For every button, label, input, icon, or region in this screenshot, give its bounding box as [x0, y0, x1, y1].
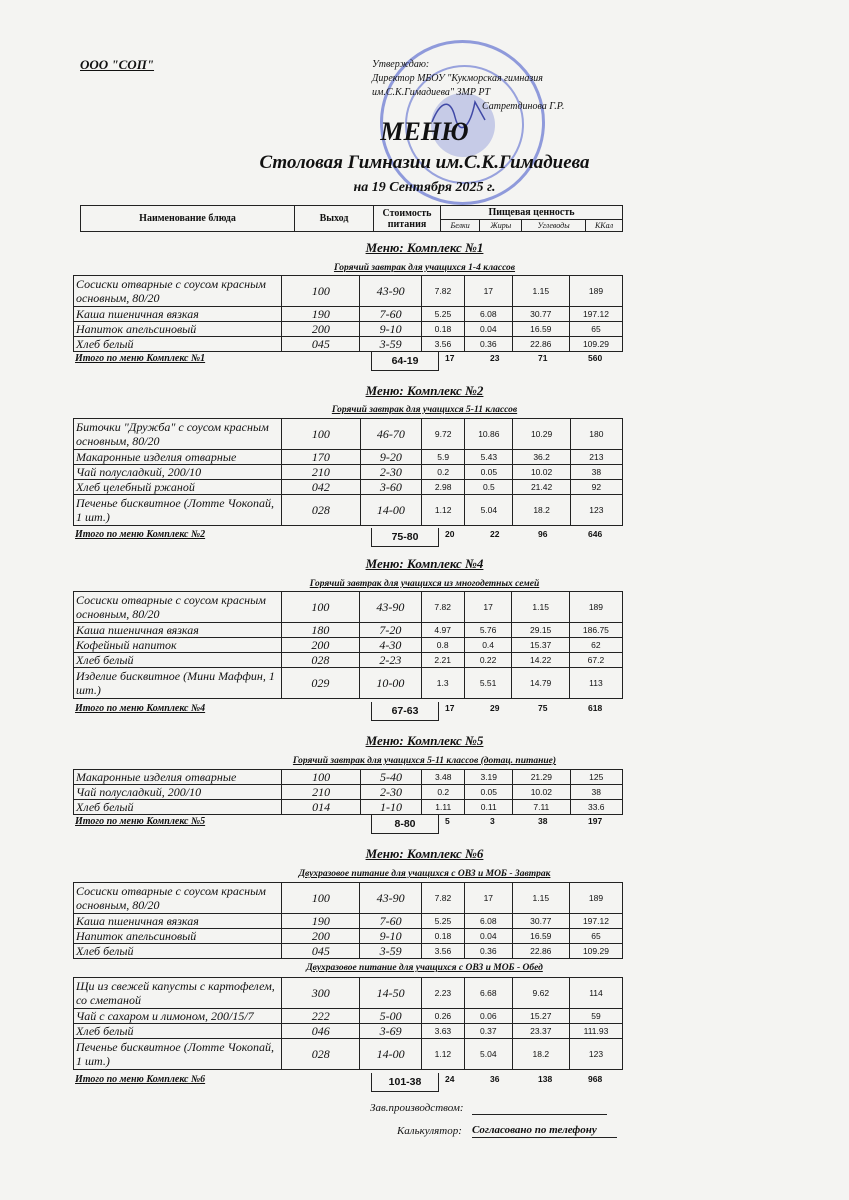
section-subtitle: Двухразовое питание для учащихся с ОВЗ и МОБ - Завтрак: [298, 869, 551, 879]
page-subtitle: Столовая Гимназии им.С.К.Гимадиева: [259, 152, 590, 173]
dish-proteins: 0.18: [421, 322, 464, 337]
dish-kcal: 113: [569, 668, 622, 699]
dish-name: Макаронные изделия отварные: [74, 450, 282, 465]
menu-table: [73, 769, 623, 815]
approval-line: им.С.К.Гимадиева" ЗМР РТ: [372, 87, 491, 98]
dish-output: 100: [282, 419, 360, 450]
table-row: [74, 1009, 623, 1024]
dish-proteins: 4.97: [421, 623, 464, 638]
dish-price: 43-90: [360, 592, 422, 623]
dish-name: Каша пшеничная вязкая: [74, 307, 282, 322]
section-subtitle: Горячий завтрак для учащихся 1-4 классов: [333, 263, 516, 273]
section-title: Меню: Комплекс №2: [365, 383, 484, 398]
section-subtitle: Горячий завтрак для учащихся 5-11 классов: [331, 405, 518, 415]
dish-name: Каша пшеничная вязкая: [74, 623, 282, 638]
dish-name: Кофейный напиток: [74, 638, 282, 653]
dish-fats: 10.86: [465, 419, 513, 450]
dish-kcal: 65: [569, 929, 622, 944]
dish-price: 2-30: [360, 465, 422, 480]
dish-carbs: 1.15: [512, 592, 569, 623]
dish-fats: 0.36: [464, 337, 512, 352]
total-label: Итого по меню Комплекс №5: [75, 816, 206, 827]
total-fats: 22: [490, 529, 500, 539]
dish-fats: 0.36: [464, 944, 512, 959]
total-price: 75-80: [371, 528, 439, 547]
total-fats: 23: [490, 353, 500, 363]
dish-price: 5-40: [360, 770, 421, 785]
dish-output: 200: [282, 929, 360, 944]
table-row: [74, 978, 623, 1009]
dish-price: 7-20: [360, 623, 422, 638]
dish-price: 9-20: [360, 450, 422, 465]
menu-table: [73, 977, 623, 1070]
dish-output: 222: [282, 1009, 360, 1024]
total-label: Итого по меню Комплекс №1: [75, 353, 206, 364]
total-fats: 36: [490, 1074, 500, 1084]
dish-carbs: 10.29: [513, 419, 570, 450]
total-kcal: 618: [588, 703, 603, 713]
dish-name: Хлеб белый: [74, 653, 282, 668]
dish-output: 200: [282, 322, 360, 337]
dish-proteins: 1.12: [421, 1039, 464, 1070]
table-row: [74, 638, 623, 653]
dish-kcal: 109.29: [569, 337, 622, 352]
dish-fats: 0.11: [465, 800, 513, 815]
dish-proteins: 3.63: [421, 1024, 464, 1039]
section-total: [75, 816, 625, 836]
table-row: [74, 653, 623, 668]
table-row: [74, 322, 623, 337]
dish-fats: 5.04: [465, 495, 513, 526]
dish-price: 2-30: [360, 785, 421, 800]
dish-price: 3-59: [360, 337, 421, 352]
dish-fats: 0.37: [464, 1024, 512, 1039]
dish-name: Напиток апельсиновый: [74, 322, 282, 337]
dish-proteins: 5.25: [421, 914, 464, 929]
table-header: [80, 205, 623, 232]
section-title: Меню: Комплекс №4: [365, 556, 484, 571]
dish-proteins: 0.18: [421, 929, 464, 944]
header-cost: Стоимость питания: [374, 206, 441, 232]
dish-output: 028: [281, 653, 359, 668]
dish-proteins: 1.3: [421, 668, 464, 699]
dish-kcal: 109.29: [569, 944, 622, 959]
section-total: [75, 1074, 625, 1094]
approval-line: Сатретдинова Г.Р.: [482, 101, 565, 112]
dish-carbs: 9.62: [512, 978, 569, 1009]
header-fats: Жиры: [480, 220, 522, 232]
dish-name: Печенье бисквитное (Лотте Чокопай, 1 шт.): [74, 495, 282, 526]
dish-carbs: 14.22: [512, 653, 569, 668]
table-row: [74, 495, 623, 526]
dish-output: 180: [281, 623, 359, 638]
page-title: МЕНЮ: [380, 117, 469, 146]
dish-price: 14-50: [360, 978, 421, 1009]
section-subtitle: Двухразовое питание для учащихся с ОВЗ и МОБ - Обед: [306, 963, 543, 973]
menu-table: [73, 275, 623, 352]
dish-proteins: 3.56: [421, 337, 464, 352]
dish-carbs: 15.37: [512, 638, 569, 653]
dish-output: 210: [282, 785, 360, 800]
dish-carbs: 1.15: [512, 276, 569, 307]
dish-proteins: 0.2: [422, 785, 465, 800]
dish-name: Сосиски отварные с соусом красным основным, 80/20: [74, 883, 282, 914]
dish-carbs: 30.77: [512, 914, 569, 929]
dish-output: 200: [281, 638, 359, 653]
dish-proteins: 3.56: [421, 944, 464, 959]
dish-name: Сосиски отварные с соусом красным основным, 80/20: [74, 276, 282, 307]
total-proteins: 17: [445, 353, 455, 363]
dish-output: 100: [281, 592, 359, 623]
dish-proteins: 1.12: [422, 495, 465, 526]
table-row: [74, 450, 623, 465]
total-label: Итого по меню Комплекс №2: [75, 529, 206, 540]
dish-proteins: 5.9: [422, 450, 465, 465]
approval-block: [372, 58, 564, 114]
table-row: [74, 419, 623, 450]
dish-carbs: 18.2: [512, 1039, 569, 1070]
menu-table: [73, 882, 623, 959]
total-kcal: 197: [588, 816, 603, 826]
dish-carbs: 14.79: [512, 668, 569, 699]
section-title: Меню: Комплекс №1: [365, 240, 484, 255]
dish-name: Чай с сахаром и лимоном, 200/15/7: [74, 1009, 282, 1024]
dish-kcal: 186.75: [569, 623, 622, 638]
dish-output: 028: [282, 495, 360, 526]
dish-output: 100: [282, 770, 360, 785]
header-output: Выход: [295, 206, 374, 232]
dish-output: 300: [282, 978, 360, 1009]
dish-name: Чай полусладкий, 200/10: [74, 785, 282, 800]
dish-fats: 17: [464, 592, 512, 623]
dish-proteins: 2.23: [421, 978, 464, 1009]
dish-carbs: 18.2: [513, 495, 570, 526]
dish-output: 014: [282, 800, 360, 815]
dish-fats: 0.22: [464, 653, 512, 668]
dish-name: Сосиски отварные с соусом красным основным, 80/20: [74, 592, 282, 623]
calculator-label: Калькулятор:: [397, 1125, 462, 1137]
dish-fats: 6.68: [464, 978, 512, 1009]
dish-price: 43-90: [360, 276, 421, 307]
dish-fats: 17: [464, 883, 512, 914]
dish-carbs: 16.59: [512, 929, 569, 944]
dish-output: 170: [282, 450, 360, 465]
dish-carbs: 21.42: [513, 480, 570, 495]
dish-name: Печенье бисквитное (Лотте Чокопай, 1 шт.): [74, 1039, 282, 1070]
total-fats: 29: [490, 703, 500, 713]
dish-carbs: 22.86: [512, 944, 569, 959]
dish-carbs: 29.15: [512, 623, 569, 638]
dish-output: 190: [282, 914, 360, 929]
dish-name: Чай полусладкий, 200/10: [74, 465, 282, 480]
dish-fats: 0.04: [464, 929, 512, 944]
dish-name: Хлеб белый: [74, 800, 282, 815]
dish-price: 46-70: [360, 419, 422, 450]
dish-kcal: 33.6: [570, 800, 622, 815]
menu-date: на 19 Сентября 2025 г.: [353, 180, 496, 195]
dish-proteins: 7.82: [421, 883, 464, 914]
dish-kcal: 197.12: [569, 307, 622, 322]
calculator-value: Согласовано по телефону: [472, 1124, 617, 1138]
section-subtitle: Горячий завтрак для учащихся 5-11 классов (дотац. питание): [292, 756, 557, 766]
table-row: [74, 770, 623, 785]
total-carbs: 38: [538, 816, 548, 826]
dish-output: 100: [282, 276, 360, 307]
menu-table: [73, 418, 623, 526]
section-total: [75, 353, 625, 373]
dish-price: 2-23: [360, 653, 422, 668]
dish-kcal: 111.93: [569, 1024, 622, 1039]
dish-carbs: 15.27: [512, 1009, 569, 1024]
dish-fats: 6.08: [464, 307, 512, 322]
dish-name: Хлеб целебный ржаной: [74, 480, 282, 495]
table-row: [74, 480, 623, 495]
dish-price: 7-60: [360, 914, 421, 929]
dish-name: Хлеб белый: [74, 944, 282, 959]
dish-price: 14-00: [360, 495, 422, 526]
dish-fats: 3.19: [465, 770, 513, 785]
dish-fats: 5.51: [464, 668, 512, 699]
dish-carbs: 7.11: [513, 800, 570, 815]
dish-price: 3-60: [360, 480, 422, 495]
organization-name: ООО "СОП": [80, 57, 155, 72]
dish-proteins: 0.26: [421, 1009, 464, 1024]
dish-output: 045: [282, 337, 360, 352]
total-label: Итого по меню Комплекс №6: [75, 1074, 206, 1085]
dish-proteins: 7.82: [421, 276, 464, 307]
dish-name: Каша пшеничная вязкая: [74, 914, 282, 929]
total-price: 101-38: [371, 1073, 439, 1092]
dish-proteins: 7.82: [421, 592, 464, 623]
table-row: [74, 337, 623, 352]
total-proteins: 24: [445, 1074, 455, 1084]
dish-kcal: 92: [570, 480, 622, 495]
header-nutrition: Пищевая ценность: [441, 206, 623, 220]
table-row: [74, 800, 623, 815]
dish-kcal: 62: [569, 638, 622, 653]
total-carbs: 96: [538, 529, 548, 539]
dish-fats: 5.76: [464, 623, 512, 638]
dish-kcal: 189: [569, 592, 622, 623]
total-kcal: 560: [588, 353, 603, 363]
dish-proteins: 2.98: [422, 480, 465, 495]
table-row: [74, 914, 623, 929]
total-proteins: 20: [445, 529, 455, 539]
table-row: [74, 276, 623, 307]
dish-output: 042: [282, 480, 360, 495]
dish-proteins: 3.48: [422, 770, 465, 785]
dish-name: Изделие бисквитное (Мини Маффин, 1 шт.): [74, 668, 282, 699]
dish-output: 045: [282, 944, 360, 959]
table-row: [74, 883, 623, 914]
dish-fats: 17: [464, 276, 512, 307]
dish-output: 029: [281, 668, 359, 699]
section-total: [75, 529, 625, 549]
dish-kcal: 197.12: [569, 914, 622, 929]
dish-output: 210: [282, 465, 360, 480]
total-label: Итого по меню Комплекс №4: [75, 703, 206, 714]
dish-name: Макаронные изделия отварные: [74, 770, 282, 785]
dish-fats: 0.4: [464, 638, 512, 653]
dish-kcal: 38: [570, 465, 622, 480]
dish-kcal: 38: [570, 785, 622, 800]
total-carbs: 75: [538, 703, 548, 713]
dish-kcal: 213: [570, 450, 622, 465]
menu-table: [73, 591, 623, 699]
dish-price: 10-00: [360, 668, 422, 699]
dish-proteins: 2.21: [421, 653, 464, 668]
dish-kcal: 114: [569, 978, 622, 1009]
total-price: 67-63: [371, 702, 439, 721]
dish-carbs: 16.59: [512, 322, 569, 337]
dish-carbs: 30.77: [512, 307, 569, 322]
table-row: [74, 1024, 623, 1039]
header-kcal: ККал: [586, 220, 623, 232]
table-row: [74, 668, 623, 699]
dish-kcal: 65: [569, 322, 622, 337]
header-carbs: Углеводы: [522, 220, 586, 232]
table-row: [74, 465, 623, 480]
total-fats: 3: [490, 816, 495, 826]
dish-price: 3-59: [360, 944, 421, 959]
dish-name: Хлеб белый: [74, 337, 282, 352]
dish-kcal: 123: [569, 1039, 622, 1070]
dish-fats: 6.08: [464, 914, 512, 929]
total-price: 64-19: [371, 352, 439, 371]
dish-output: 190: [282, 307, 360, 322]
total-price: 8-80: [371, 815, 439, 834]
dish-price: 9-10: [360, 929, 421, 944]
dish-proteins: 1.11: [422, 800, 465, 815]
dish-price: 9-10: [360, 322, 421, 337]
dish-kcal: 189: [569, 883, 622, 914]
dish-fats: 5.43: [465, 450, 513, 465]
total-kcal: 646: [588, 529, 603, 539]
approval-line: Утверждаю:: [372, 59, 430, 70]
section-title: Меню: Комплекс №6: [365, 846, 484, 861]
dish-kcal: 123: [570, 495, 622, 526]
dish-price: 3-69: [360, 1024, 421, 1039]
header-proteins: Белки: [441, 220, 480, 232]
section-subtitle: Горячий завтрак для учащихся из многодетных семей: [309, 579, 540, 589]
dish-output: 046: [282, 1024, 360, 1039]
production-signature-line: [472, 1114, 607, 1115]
dish-kcal: 59: [569, 1009, 622, 1024]
dish-price: 5-00: [360, 1009, 421, 1024]
table-row: [74, 929, 623, 944]
dish-carbs: 21.29: [513, 770, 570, 785]
dish-kcal: 125: [570, 770, 622, 785]
dish-proteins: 5.25: [421, 307, 464, 322]
dish-name: Щи из свежей капусты с картофелем, со сметаной: [74, 978, 282, 1009]
dish-fats: 0.06: [464, 1009, 512, 1024]
section-title: Меню: Комплекс №5: [365, 733, 484, 748]
dish-price: 4-30: [360, 638, 422, 653]
total-carbs: 71: [538, 353, 548, 363]
total-carbs: 138: [538, 1074, 553, 1084]
table-row: [74, 307, 623, 322]
dish-name: Хлеб белый: [74, 1024, 282, 1039]
dish-fats: 0.05: [465, 785, 513, 800]
dish-price: 14-00: [360, 1039, 421, 1070]
table-row: [74, 785, 623, 800]
dish-price: 43-90: [360, 883, 421, 914]
section-total: [75, 703, 625, 723]
dish-fats: 0.5: [465, 480, 513, 495]
dish-output: 100: [282, 883, 360, 914]
dish-fats: 0.05: [465, 465, 513, 480]
dish-output: 028: [282, 1039, 360, 1070]
table-row: [74, 623, 623, 638]
approval-line: Директор МБОУ "Кукморская гимназия: [372, 73, 543, 84]
dish-price: 7-60: [360, 307, 421, 322]
dish-carbs: 1.15: [512, 883, 569, 914]
dish-carbs: 23.37: [512, 1024, 569, 1039]
total-proteins: 5: [445, 816, 450, 826]
dish-proteins: 0.2: [422, 465, 465, 480]
dish-name: Биточки "Дружба" с соусом красным основным, 80/20: [74, 419, 282, 450]
dish-carbs: 10.02: [513, 465, 570, 480]
table-row: [74, 592, 623, 623]
dish-kcal: 67.2: [569, 653, 622, 668]
dish-carbs: 10.02: [513, 785, 570, 800]
dish-proteins: 0.8: [421, 638, 464, 653]
dish-price: 1-10: [360, 800, 421, 815]
dish-carbs: 22.86: [512, 337, 569, 352]
dish-fats: 5.04: [464, 1039, 512, 1070]
dish-carbs: 36.2: [513, 450, 570, 465]
table-row: [74, 1039, 623, 1070]
dish-name: Напиток апельсиновый: [74, 929, 282, 944]
dish-kcal: 180: [570, 419, 622, 450]
total-proteins: 17: [445, 703, 455, 713]
table-row: [74, 944, 623, 959]
dish-fats: 0.04: [464, 322, 512, 337]
header-name: Наименование блюда: [81, 206, 295, 232]
dish-kcal: 189: [569, 276, 622, 307]
total-kcal: 968: [588, 1074, 603, 1084]
dish-proteins: 9.72: [422, 419, 465, 450]
production-label: Зав.производством:: [370, 1102, 464, 1114]
